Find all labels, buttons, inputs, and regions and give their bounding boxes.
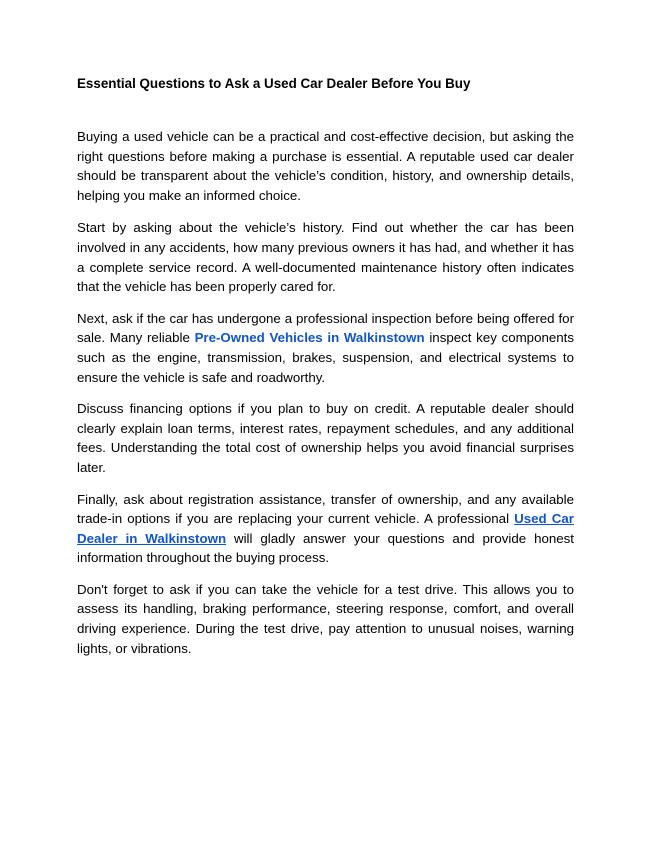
paragraph-test-drive: Don't forget to ask if you can take the vehicle for a test drive. This allows you to assess its handling, braking performance, steering response, comfort, and overall driving experience. During the test drive, pay attention to unusual noises, warning lights, or vibrations. (77, 581, 574, 656)
paragraph-intro: Buying a used vehicle can be a practical and cost-effective decision, but asking the right questions before making a purchase is essential. A reputable used car dealer should be transparent about the vehicle’s condition, history, and ownership details, helping you make an informed choice. (77, 129, 574, 203)
document-title: Essential Questions to Ask a Used Car Dealer Before You Buy (77, 76, 471, 91)
paragraph-inspection (77, 309, 574, 387)
paragraph-inspection-text-after: inspect key components such as the engine, transmission, brakes, suspension, and electrical systems to ensure the vehicle is safe and roadworthy. (77, 330, 574, 385)
paragraph-inspection-text-before: Next, ask if the car has undergone a professional inspection before being offered for sale. Many reliable (77, 310, 574, 346)
paragraph-registration (77, 490, 574, 568)
pre-owned-vehicles-link[interactable]: Pre-Owned Vehicles in Walkinstown (194, 330, 425, 346)
paragraph-registration-text-before: Finally, ask about registration assistance, transfer of ownership, and any available trade-in options if you are replacing your current vehicle. A professional (77, 491, 574, 527)
paragraph-registration-text-after: will gladly answer your questions and provide honest information throughout the buying process. (77, 530, 574, 566)
document-body (77, 74, 574, 670)
paragraph-history: Start by asking about the vehicle’s history. Find out whether the car has been involved in any accidents, how many previous owners it has had, and whether it has a complete service record. A well-documented maintenance history often indicates that the vehicle has been properly cared for. (77, 220, 574, 295)
used-car-dealer-link[interactable]: Used Car Dealer in Walkinstown (77, 511, 574, 546)
paragraph-financing: Discuss financing options if you plan to buy on credit. A reputable dealer should clearly explain loan terms, interest rates, repayment schedules, and any additional fees. Understanding the total cost of ownership helps you avoid financial surprises later. (77, 401, 574, 475)
